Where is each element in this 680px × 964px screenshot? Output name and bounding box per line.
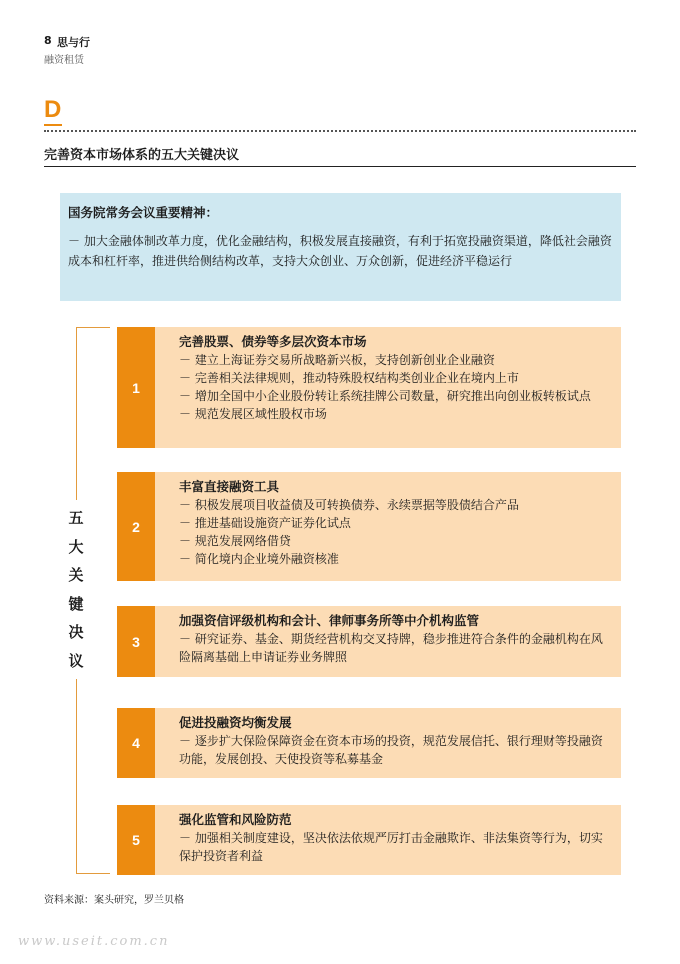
watermark: www.useit.com.cn	[18, 934, 170, 949]
item-number-badge: 3	[117, 606, 155, 677]
bracket-label	[63, 500, 89, 679]
source-note: 资料来源：案头研究，罗兰贝格	[44, 895, 184, 906]
bracket-char: 大	[68, 537, 84, 556]
item-point: － 完善相关法律规则，推动特殊股权结构类创业企业在境内上市	[179, 371, 519, 385]
resolution-item-2	[117, 472, 621, 581]
dotted-divider	[44, 130, 636, 132]
item-points	[179, 732, 611, 768]
section-rule	[44, 166, 636, 167]
item-point: － 简化境内企业境外融资核准	[179, 552, 339, 566]
item-content	[155, 708, 621, 778]
item-point: － 建立上海证券交易所战略新兴板，支持创新创业企业融资	[179, 353, 495, 367]
item-number-badge: 1	[117, 327, 155, 448]
item-point: － 推进基础设施资产证券化试点	[179, 516, 351, 530]
item-title: 促进投融资均衡发展	[179, 715, 292, 730]
item-title: 强化监管和风险防范	[179, 812, 292, 827]
item-title: 完善股票、债券等多层次资本市场	[179, 334, 367, 349]
item-points	[179, 496, 611, 568]
item-point: － 积极发展项目收益债及可转换债券、永续票据等股债结合产品	[179, 498, 519, 512]
spirit-title: 国务院常务会议重要精神：	[68, 205, 219, 220]
section-letter-underline	[44, 124, 62, 126]
bracket-char: 决	[68, 623, 84, 641]
item-content	[155, 805, 621, 875]
header-title: 思与行	[57, 36, 90, 49]
spirit-text: － 加大金融体制改革力度，优化金融结构，积极发展直接融资，有利于拓宽投融资渠道，降低社会融资成本和杠杆率，推进供给侧结构改革，支持大众创业、万众创新，促进经济平稳运行	[68, 234, 612, 268]
section-title: 完善资本市场体系的五大关键决议	[44, 148, 240, 163]
item-title: 丰富直接融资工具	[179, 479, 280, 494]
item-points	[179, 829, 611, 865]
item-point: － 规范发展网络借贷	[179, 534, 291, 548]
header-page-number: 8	[44, 34, 52, 47]
resolution-item-4	[117, 708, 621, 778]
header-subtitle: 融资租赁	[44, 55, 84, 66]
item-content	[155, 606, 621, 677]
item-point: － 逐步扩大保险保障资金在资本市场的投资，规范发展信托、银行理财等投融资功能，发展创投、天使投资等私募基金	[179, 734, 603, 766]
item-content	[155, 472, 621, 581]
item-number-badge: 4	[117, 708, 155, 778]
bracket-char: 议	[68, 651, 84, 670]
item-points	[179, 351, 611, 423]
resolution-item-1	[117, 327, 621, 448]
item-point: － 加强相关制度建设，坚决依法依规严厉打击金融欺诈、非法集资等行为，切实保护投资者利益	[179, 831, 603, 863]
bracket-char: 五	[68, 509, 84, 527]
item-point: － 规范发展区域性股权市场	[179, 407, 327, 421]
item-number-badge: 2	[117, 472, 155, 581]
item-points	[179, 630, 611, 666]
item-point: － 研究证券、基金、期货经营机构交叉持牌，稳步推进符合条件的金融机构在风险隔离基础上申请证券业务牌照	[179, 632, 603, 664]
resolution-item-3	[117, 606, 621, 677]
resolution-item-5	[117, 805, 621, 875]
spirit-box	[60, 193, 621, 301]
item-point: － 增加全国中小企业股份转让系统挂牌公司数量，研究推出向创业板转板试点	[179, 389, 591, 403]
bracket-char: 关	[68, 566, 84, 584]
item-content	[155, 327, 621, 448]
bracket-char: 键	[68, 594, 84, 613]
section-letter: D	[44, 96, 62, 123]
item-number-badge: 5	[117, 805, 155, 875]
item-title: 加强资信评级机构和会计、律师事务所等中介机构监管	[179, 613, 480, 628]
